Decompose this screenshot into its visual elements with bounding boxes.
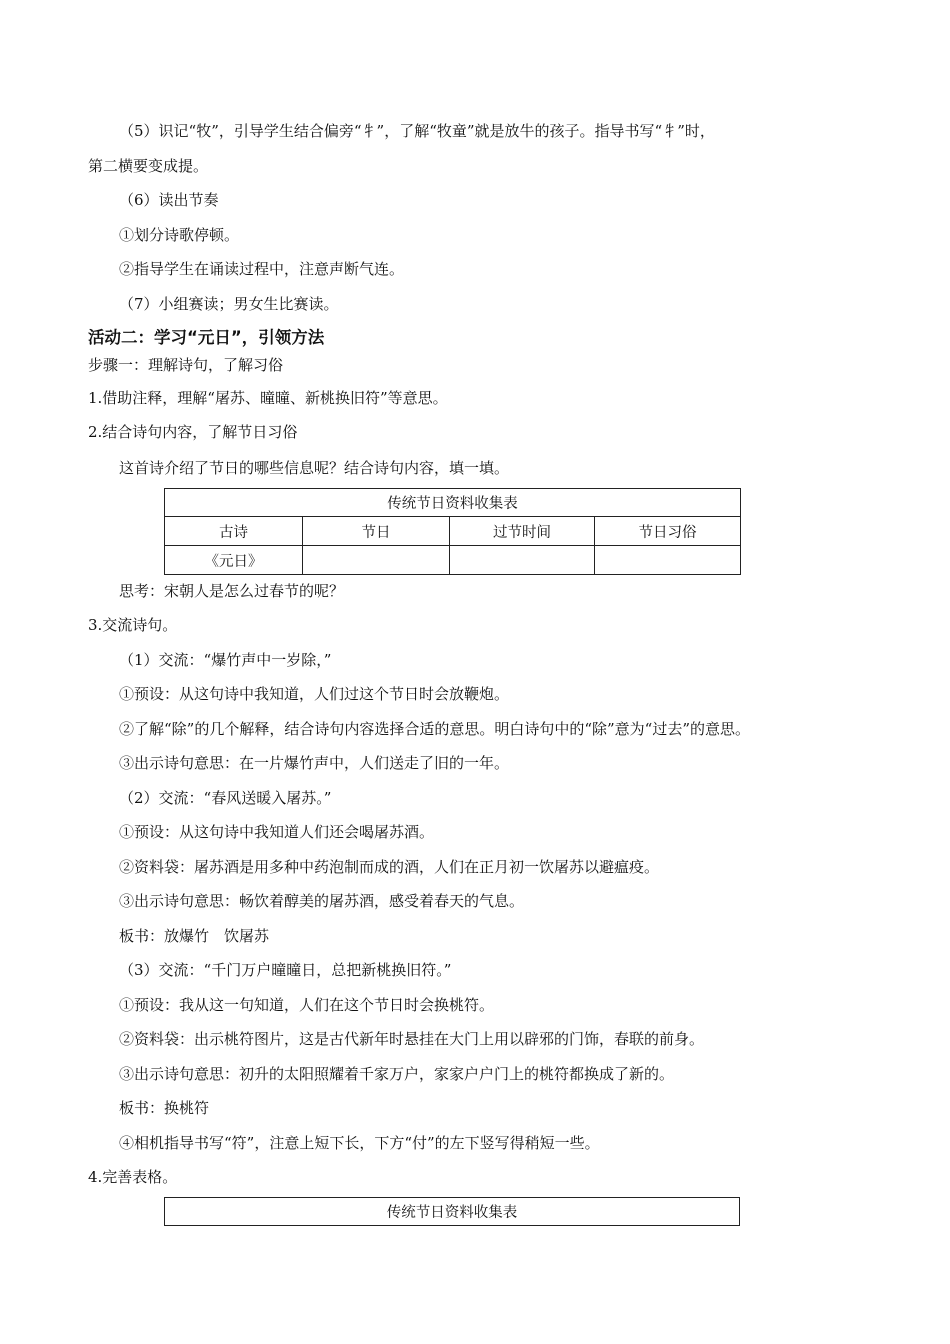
item-2: 2.结合诗句内容，了解节日习俗 bbox=[88, 423, 298, 441]
table-header-row bbox=[165, 517, 741, 546]
para-step6-b: ②指导学生在诵读过程中，注意声断气连。 bbox=[119, 260, 405, 278]
para-step5: （5）识记“牧”，引导学生结合偏旁“牜”，了解“牧童”就是放牛的孩子。指导书写“牜”时， bbox=[119, 122, 715, 140]
board-note-2: 板书：换桃符 bbox=[119, 1099, 210, 1117]
festival-info-table-2 bbox=[164, 1197, 740, 1226]
exchange-1-c: ③出示诗句意思：在一片爆竹声中，人们送走了旧的一年。 bbox=[119, 754, 510, 772]
table-cell-festival bbox=[303, 546, 450, 575]
table-title: 传统节日资料收集表 bbox=[165, 489, 741, 517]
table-row bbox=[165, 546, 741, 575]
board-note-1: 板书：放爆竹 饮屠苏 bbox=[119, 927, 270, 945]
table-cell-poem: 《元日》 bbox=[165, 546, 303, 575]
table-cell-custom bbox=[595, 546, 741, 575]
para-step6: （6）读出节奏 bbox=[119, 191, 219, 209]
item-4: 4.完善表格。 bbox=[88, 1168, 178, 1186]
item-3: 3.交流诗句。 bbox=[88, 616, 178, 634]
table-header-cell: 节日习俗 bbox=[595, 517, 741, 546]
para-step6-a: ①划分诗歌停顿。 bbox=[119, 226, 240, 244]
table-header-cell: 过节时间 bbox=[450, 517, 595, 546]
festival-info-table bbox=[164, 488, 741, 575]
table-title: 传统节日资料收集表 bbox=[165, 1198, 740, 1226]
table-cell-time bbox=[450, 546, 595, 575]
exchange-3-a: ①预设：我从这一句知道，人们在这个节日时会换桃符。 bbox=[119, 996, 495, 1014]
item-2-prompt: 这首诗介绍了节日的哪些信息呢？结合诗句内容，填一填。 bbox=[119, 459, 510, 477]
exchange-1-a: ①预设：从这句诗中我知道，人们过这个节日时会放鞭炮。 bbox=[119, 685, 510, 703]
exchange-3-c: ③出示诗句意思：初升的太阳照耀着千家万户，家家户户门上的桃符都换成了新的。 bbox=[119, 1065, 675, 1083]
step-one-title: 步骤一：理解诗句，了解习俗 bbox=[88, 356, 284, 374]
exchange-1: （1）交流：“爆竹声中一岁除，” bbox=[119, 651, 332, 669]
item-1: 1.借助注释，理解“屠苏、曈曈、新桃换旧符”等意思。 bbox=[88, 389, 448, 407]
section-heading-activity2: 活动二：学习“元日”，引领方法 bbox=[88, 328, 325, 347]
exchange-2-a: ①预设：从这句诗中我知道人们还会喝屠苏酒。 bbox=[119, 823, 435, 841]
exchange-2: （2）交流：“春风送暖入屠苏。” bbox=[119, 789, 332, 807]
table-header-cell: 古诗 bbox=[165, 517, 303, 546]
think-question: 思考：宋朝人是怎么过春节的呢？ bbox=[119, 582, 345, 600]
para-step5-cont: 第二横要变成提。 bbox=[88, 157, 209, 175]
exchange-3: （3）交流：“千门万户曈曈日，总把新桃换旧符。” bbox=[119, 961, 452, 979]
exchange-2-b: ②资料袋：屠苏酒是用多种中药泡制而成的酒，人们在正月初一饮屠苏以避瘟疫。 bbox=[119, 858, 660, 876]
exchange-1-b: ②了解“除”的几个解释，结合诗句内容选择合适的意思。明白诗句中的“除”意为“过去”的意思。 bbox=[119, 720, 751, 738]
table-header-cell: 节日 bbox=[303, 517, 450, 546]
exchange-2-c: ③出示诗句意思：畅饮着醇美的屠苏酒，感受着春天的气息。 bbox=[119, 892, 525, 910]
exchange-3-b: ②资料袋：出示桃符图片，这是古代新年时悬挂在大门上用以辟邪的门饰，春联的前身。 bbox=[119, 1030, 705, 1048]
para-step7: （7）小组赛读；男女生比赛读。 bbox=[119, 295, 339, 313]
exchange-3-d: ④相机指导书写“符”，注意上短下长，下方“付”的左下竖写得稍短一些。 bbox=[119, 1134, 600, 1152]
